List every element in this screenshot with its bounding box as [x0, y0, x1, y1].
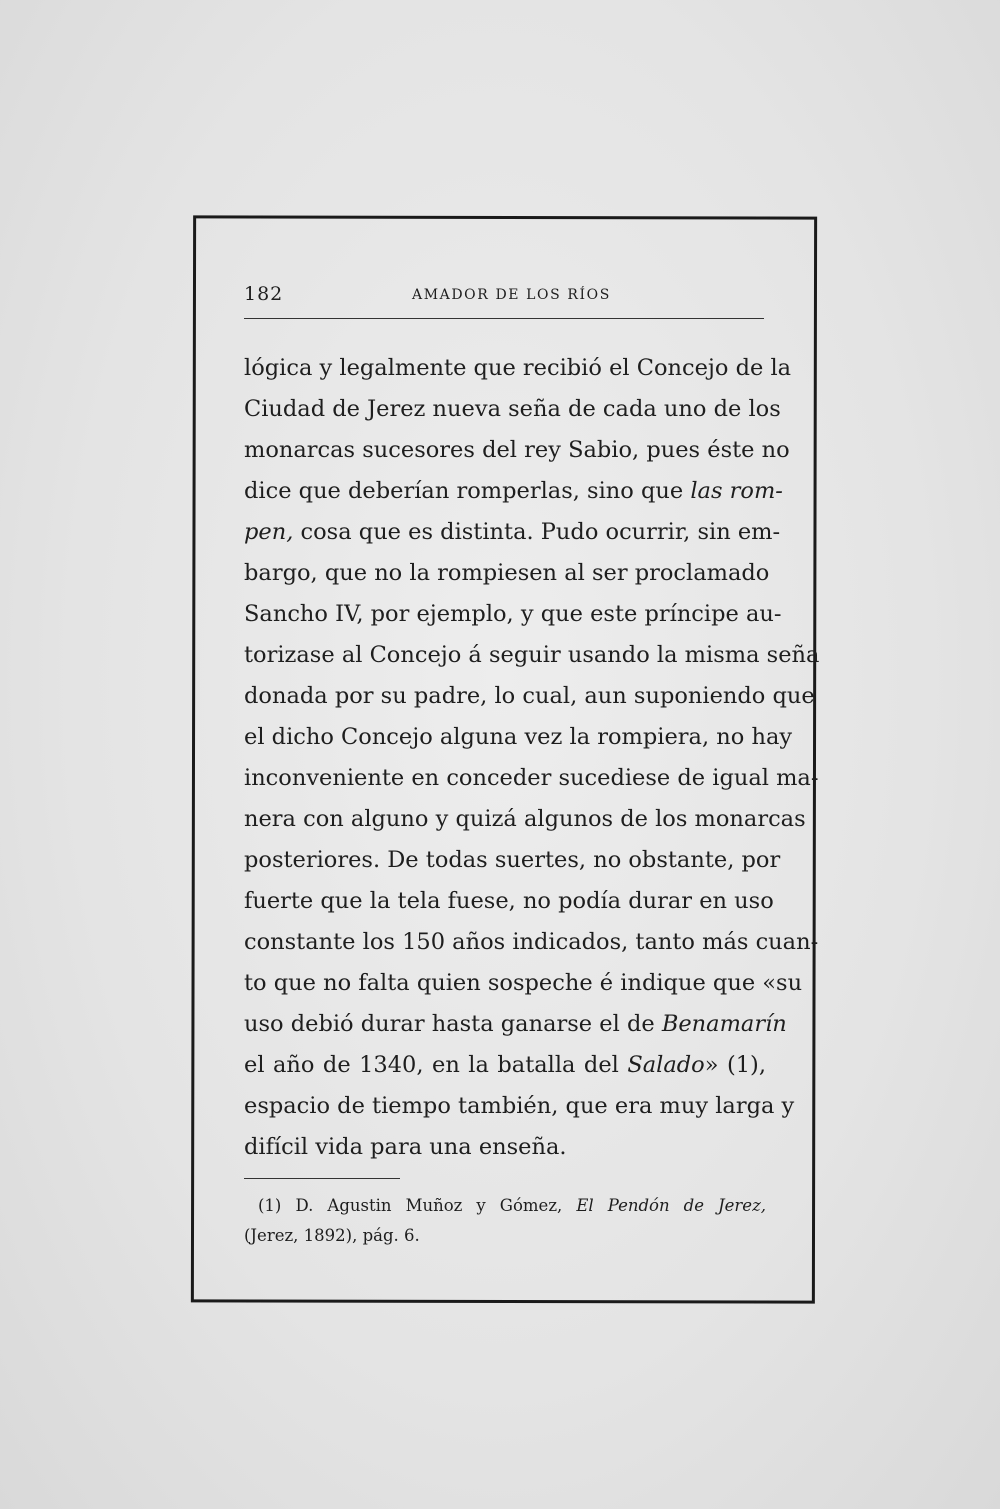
- text-line: el dicho Concejo alguna vez la rompiera, no hay: [244, 724, 793, 750]
- footnote-line: [244, 1192, 766, 1222]
- footnote: [244, 1192, 766, 1252]
- italic-text: Benamarín: [661, 1011, 787, 1037]
- text-line: espacio de tiempo también, que era muy larga y: [244, 1093, 795, 1119]
- footnote-title: El Pendón de Jerez,: [576, 1196, 767, 1215]
- text-segment: dice que deberían romperlas, sino que: [244, 478, 691, 504]
- footnote-line: (Jerez, 1892), pág. 6.: [244, 1226, 420, 1245]
- text-line: torizase al Concejo á seguir usando la misma seña: [244, 642, 820, 668]
- italic-text: pen,: [244, 519, 294, 545]
- text-line: fuerte que la tela fuese, no podía durar en uso: [244, 888, 774, 914]
- text-segment: uso debió durar hasta ganarse el de: [244, 1011, 662, 1037]
- footnote-marker: (1): [258, 1196, 282, 1215]
- page-number: 182: [244, 283, 284, 305]
- footnote-rule: [244, 1178, 400, 1179]
- text-line: lógica y legalmente que recibió el Concejo de la: [244, 355, 792, 381]
- text-line: inconveniente en conceder sucediese de igual ma-: [244, 765, 819, 791]
- text-line: difícil vida para una enseña.: [244, 1134, 567, 1160]
- text-line: Sancho IV, por ejemplo, y que este príncipe au-: [244, 601, 782, 627]
- text-line: constante los 150 años indicados, tanto más cuan-: [244, 929, 819, 955]
- text-line: [244, 1006, 787, 1047]
- text-line: monarcas sucesores del rey Sabio, pues éste no: [244, 437, 790, 463]
- text-segment: cosa que es distinta. Pudo ocurrir, sin em-: [293, 519, 781, 545]
- text-segment: el año de 1340, en la batalla del: [244, 1052, 628, 1078]
- header-rule: [244, 318, 764, 319]
- text-line: donada por su padre, lo cual, aun suponiendo que: [244, 683, 815, 709]
- running-head: [244, 283, 764, 311]
- text-line: Ciudad de Jerez nueva seña de cada uno de los: [244, 396, 781, 422]
- running-title: AMADOR DE LOS RÍOS: [412, 287, 611, 303]
- text-line: [244, 1047, 766, 1088]
- text-segment: » (1),: [704, 1052, 766, 1078]
- text-line: nera con alguno y quizá algunos de los monarcas: [244, 806, 806, 832]
- text-line: posteriores. De todas suertes, no obstante, por: [244, 847, 781, 873]
- text-line: [244, 473, 783, 514]
- body-text: [244, 350, 820, 1170]
- italic-text: las rom-: [690, 478, 783, 504]
- text-line: [244, 514, 781, 555]
- italic-text: Salado: [627, 1052, 705, 1078]
- text-line: to que no falta quien sospeche é indique que «su: [244, 970, 803, 996]
- footnote-text: D. Agustin Muñoz y Gómez,: [295, 1196, 577, 1215]
- text-line: bargo, que no la rompiesen al ser proclamado: [244, 560, 770, 586]
